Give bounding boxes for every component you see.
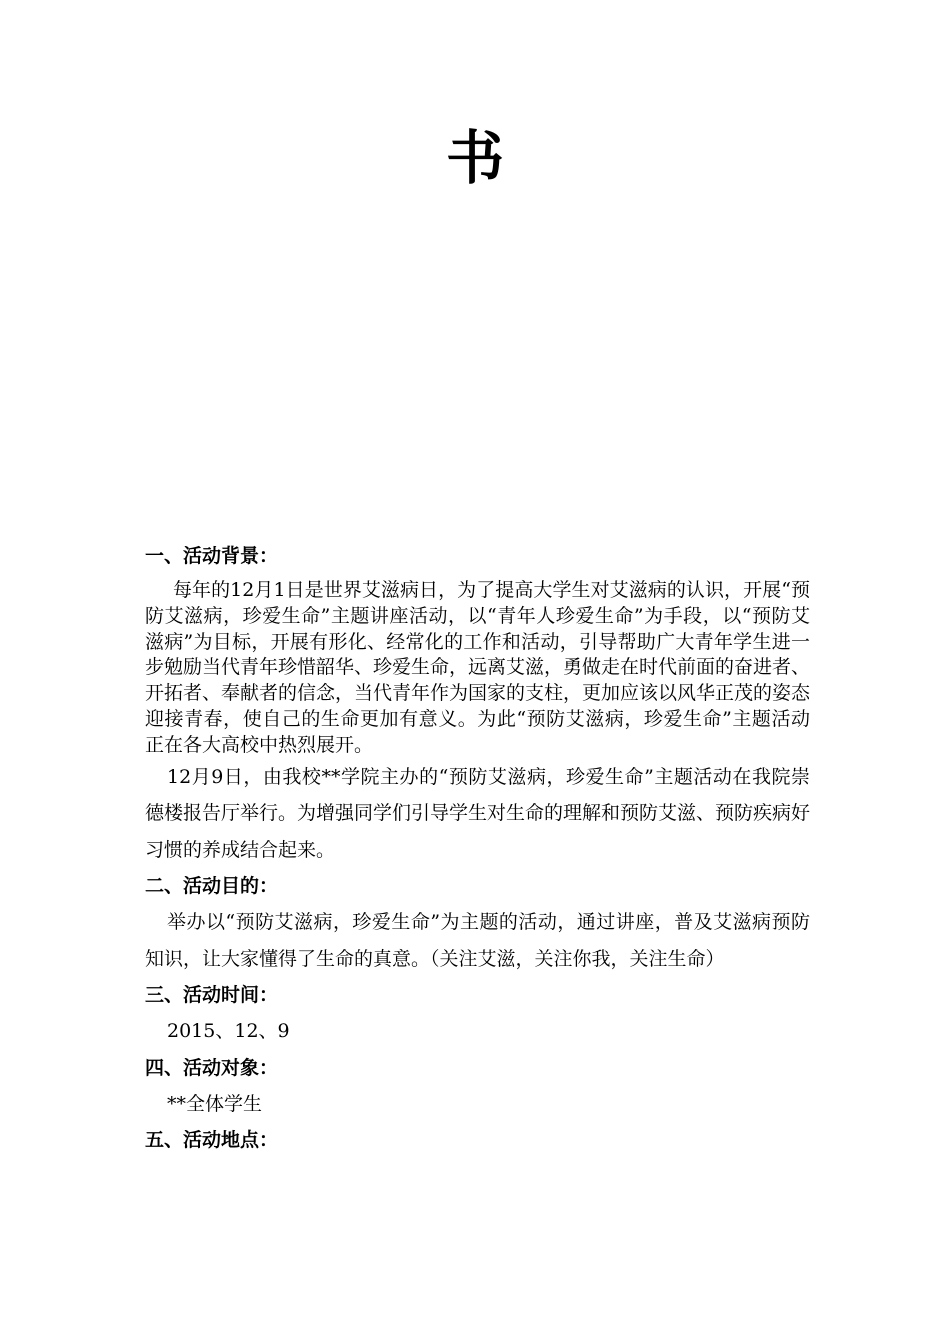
section-heading-background: 一、活动背景： — [145, 545, 279, 567]
time-value: 2015、12、9 — [167, 1020, 290, 1043]
section-background — [145, 538, 810, 868]
section-location — [145, 1122, 810, 1158]
section-heading-audience: 四、活动对象： — [145, 1056, 279, 1079]
purpose-paragraph: 举办以“预防艾滋病，珍爱生命”为主题的活动，通过讲座，普及艾滋病预防知识，让大家懂得了生命的真意。（关注艾滋，关注你我，关注生命） — [145, 911, 810, 970]
page-title: 书 — [445, 124, 504, 192]
section-purpose — [145, 868, 810, 977]
background-paragraph-1: 每年的12月1日是世界艾滋病日，为了提高大学生对艾滋病的认识，开展“预防艾滋病，珍爱生命”主题讲座活动，以“青年人珍爱生命”为手段，以“预防艾滋病”为目标，开展有形化、经常化的工作和活动，引导帮助广大青年学生进一步勉励当代青年珍惜韶华、珍爱生命，远离艾滋，勇做走在时代前面的奋进者、开拓者、奉献者的信念，当代青年作为国家的支柱，更加应该以风华正茂的姿态迎接青春，使自己的生命更加有意义。为此“预防艾滋病，珍爱生命”主题活动正在各大高校中热烈展开。 — [145, 579, 811, 756]
section-heading-time: 三、活动时间： — [145, 984, 279, 1007]
document-body — [145, 538, 810, 1158]
section-time — [145, 977, 810, 1050]
background-paragraph-2: 12月9日，由我校**学院主办的“预防艾滋病，珍爱生命”主题活动在我院崇德楼报告厅举行。为增强同学们引导学生对生命的理解和预防艾滋、预防疾病好习惯的养成结合起来。 — [145, 765, 811, 861]
section-heading-location: 五、活动地点： — [145, 1129, 279, 1152]
section-heading-purpose: 二、活动目的： — [145, 875, 279, 898]
audience-value: **全体学生 — [167, 1092, 263, 1115]
section-audience — [145, 1050, 810, 1123]
